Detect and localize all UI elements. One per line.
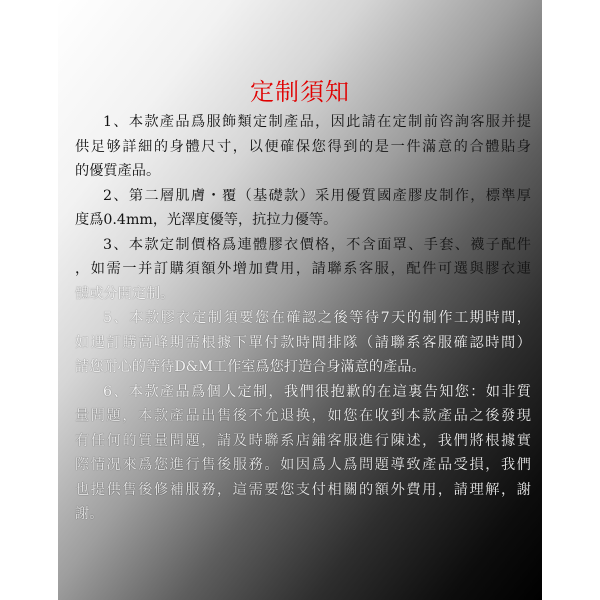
paragraph-2 <box>75 184 531 233</box>
text-line: 請您耐心的等待D&M工作室爲您打造合身滿意的產品。 <box>75 359 426 375</box>
notice-title: 定制須知 <box>250 78 350 106</box>
text-line: 體或分開定制。 <box>75 285 175 302</box>
text-line: 謝。 <box>75 506 104 522</box>
text-line: 供足够詳細的身體尺寸，以便確保您得到的是一件滿意的合體貼身 <box>75 138 531 155</box>
text-line: 量問題，本款產品出售後不允退换，如您在收到本款產品之後發現 <box>75 408 531 424</box>
text-line: 如遇訂購高峰期需根據下單付款時間排隊（請聯系客服確認時間） <box>75 334 531 351</box>
notice-body <box>75 110 531 527</box>
text-line: ，如需一并訂購須額外增加費用，請聯系客服，配件可選與膠衣連 <box>75 261 531 277</box>
text-line: 也提供售後修補服務，這需要您支付相關的額外費用，請理解，謝 <box>75 481 531 498</box>
paragraph-6 <box>75 380 531 527</box>
text-line: 有任何的質量問題，請及時聯系店鋪客服進行陳述，我們將根據實 <box>75 432 531 449</box>
paragraph-1 <box>75 110 531 184</box>
notice-panel <box>58 0 542 600</box>
text-line: 1、本款產品爲服飾類定制產品，因此請在定制前咨詢客服并提 <box>103 114 531 130</box>
text-line: 5、本款膠衣定制須要您在確認之後等待7天的制作工期時間， <box>103 310 531 326</box>
paragraph-5 <box>75 306 531 380</box>
text-line: 度爲0.4mm，光澤度優等，抗拉力優等。 <box>75 212 338 228</box>
text-line: 3、本款定制價格爲連體膠衣價格，不含面罩、手套、襪子配件 <box>103 236 531 253</box>
text-line: 2、第二層肌膚・覆（基礎款）采用優質國產膠皮制作，標準厚 <box>103 187 531 204</box>
text-line: 的優質產品。 <box>75 163 161 179</box>
text-line: 際情况來爲您進行售後服務。如因爲人爲問題導致產品受損，我們 <box>75 457 531 473</box>
text-line: 6、本款產品爲個人定制，我們很抱歉的在這裏告知您：如非質 <box>103 383 531 400</box>
paragraph-3 <box>75 233 531 307</box>
